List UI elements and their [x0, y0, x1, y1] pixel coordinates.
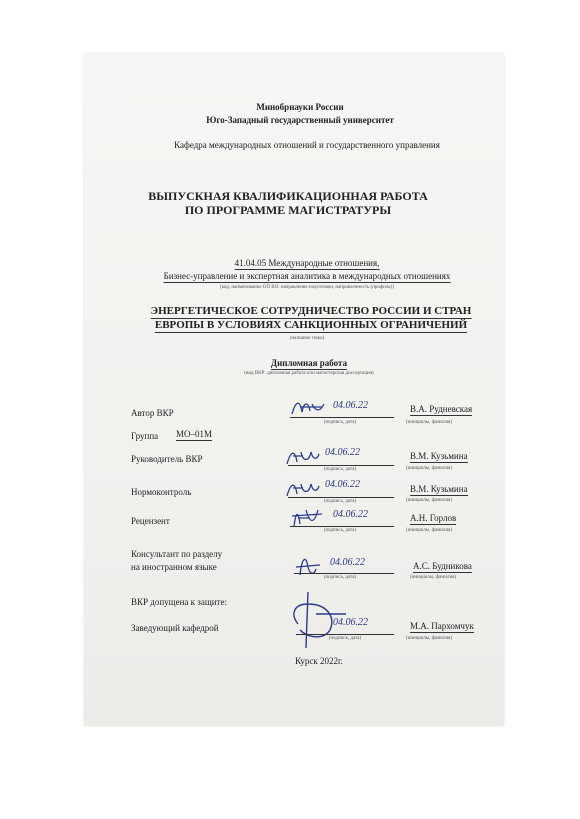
work-type-caption: (вид ВКР: дипломная работа или магистерская диссертация)	[244, 371, 374, 376]
university-name: Юго-Западный государственный университет	[206, 115, 394, 125]
supervisor-sign-caption: (подпись, дата)	[323, 467, 357, 472]
normcontrol-sign-date: 04.06.22	[325, 479, 360, 490]
work-type: Дипломная работа	[270, 358, 348, 368]
admitted-label: ВКР допущена к защите:	[131, 597, 227, 607]
reviewer-sign-date: 04.06.22	[333, 509, 368, 520]
author-name: В.А. Рудневская	[410, 404, 473, 414]
topic-line2: ЕВРОПЫ В УСЛОВИЯХ САНКЦИОННЫХ ОГРАНИЧЕНИЙ	[154, 319, 468, 331]
normcontrol-sign-caption: (подпись, дата)	[323, 499, 357, 504]
normcontrol-name-caption: (инициалы, фамилия)	[406, 498, 453, 503]
department-name: Кафедра международных отношений и государственного управления	[174, 140, 440, 150]
ministry-name: Минобрнауки России	[256, 102, 344, 112]
reviewer-name-caption: (инициалы, фамилия)	[406, 528, 453, 533]
author-sign-caption: (подпись, дата)	[323, 420, 357, 425]
consultant-role-line1: Консультант по разделу	[131, 549, 223, 559]
head-sign-date: 04.06.22	[333, 617, 368, 628]
normcontrol-name: В.М. Кузьмина	[410, 484, 468, 494]
topic-caption: (название темы)	[289, 336, 325, 341]
normcontrol-role: Нормоконтроль	[131, 487, 192, 497]
work-title-line2: ПО ПРОГРАММЕ МАГИСТРАТУРЫ	[184, 203, 392, 217]
supervisor-role: Руководитель ВКР	[131, 454, 203, 464]
supervisor-name-caption: (инициалы, фамилия)	[406, 466, 453, 471]
program-caption: (код, наименование ОП ВО: направление подготовки, направленность (профиль))	[220, 285, 394, 290]
head-role: Заведующий кафедрой	[131, 623, 219, 633]
program-code: 41.04.05 Международные отношения,	[234, 258, 380, 268]
group-label: Группа	[131, 431, 159, 441]
author-sign-date: 04.06.22	[333, 400, 368, 411]
consultant-role-line2: на иностранном языке	[131, 562, 217, 572]
reviewer-name: А.Н. Горлов	[410, 513, 457, 523]
consultant-sign-caption: (подпись, дата)	[323, 575, 357, 580]
supervisor-sign-date: 04.06.22	[325, 447, 360, 458]
consultant-sign-date: 04.06.22	[330, 557, 365, 568]
supervisor-name: В.М. Кузьмина	[410, 451, 468, 461]
group-value: МО–01М	[176, 429, 213, 439]
city-year: Курск 2022г.	[295, 656, 343, 666]
program-profile: Бизнес-управление и экспертная аналитика в международных отношениях	[163, 271, 451, 281]
head-name-caption: (инициалы, фамилия)	[406, 636, 453, 641]
reviewer-sign-caption: (подпись, дата)	[323, 528, 357, 533]
author-name-caption: (инициалы, фамилия)	[406, 420, 453, 425]
reviewer-role: Рецензент	[131, 516, 170, 526]
topic-line1: ЭНЕРГЕТИЧЕСКОЕ СОТРУДНИЧЕСТВО РОССИИ И СТРАН	[150, 305, 472, 317]
head-name: М.А. Пархомчук	[410, 621, 474, 631]
consultant-name: А.С. Будникова	[413, 561, 472, 571]
work-title-line1: ВЫПУСКНАЯ КВАЛИФИКАЦИОННАЯ РАБОТА	[148, 189, 428, 203]
consultant-name-caption: (инициалы, фамилия)	[410, 575, 457, 580]
head-sign-caption: (подпись, дата)	[328, 636, 362, 641]
author-role: Автор ВКР	[131, 408, 174, 418]
